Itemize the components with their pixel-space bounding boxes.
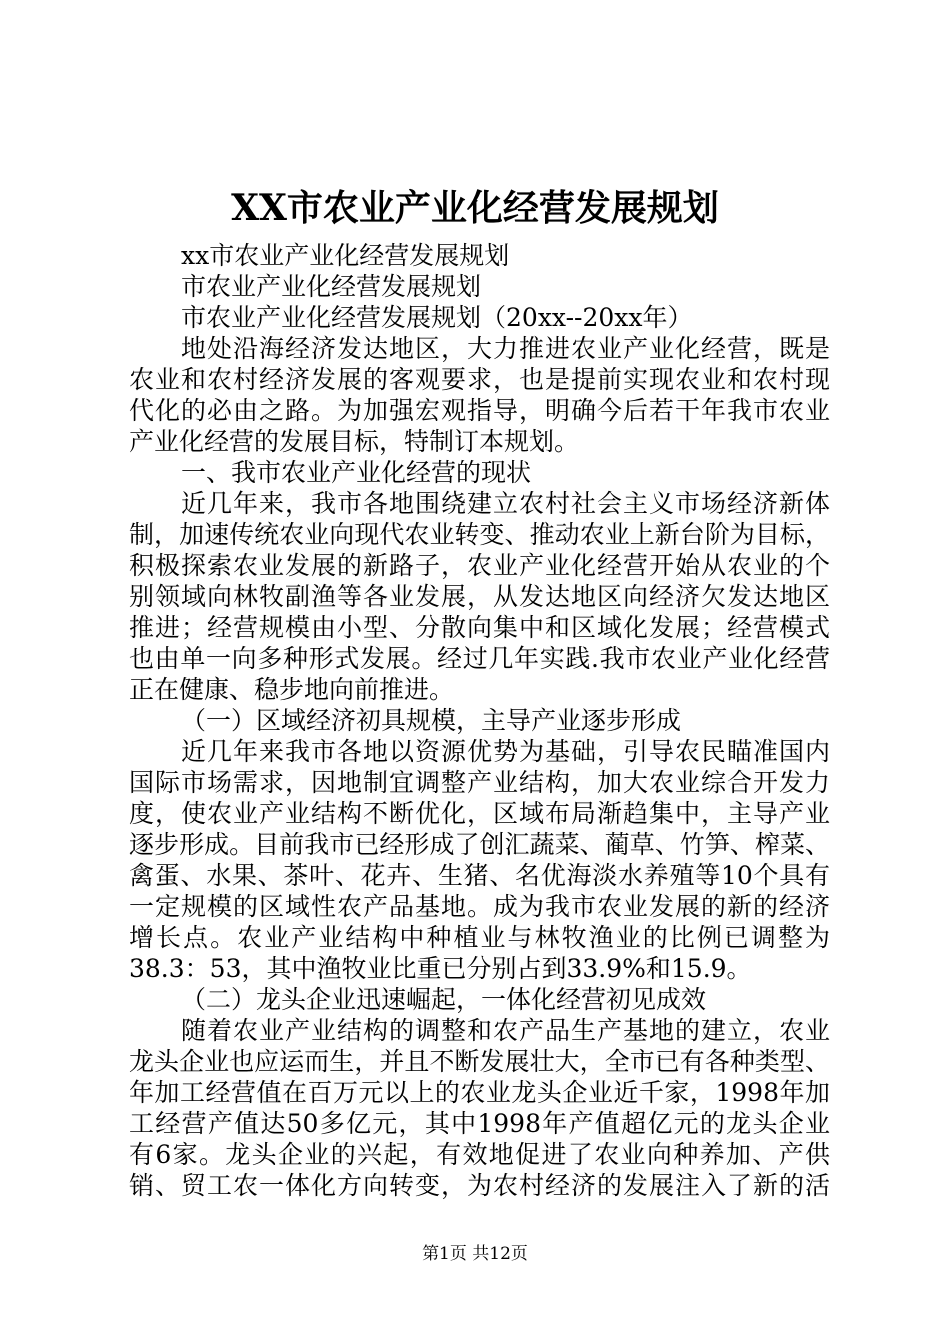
paragraph-line: 随着农业产业结构的调整和农产品生产基地的建立，农业 <box>181 1016 830 1045</box>
paragraph-line: 工经营产值达50多亿元，其中1998年产值超亿元的龙头企业 <box>129 1109 830 1138</box>
paragraph-line: 度，使农业产业结构不断优化，区域布局渐趋集中，主导产业 <box>129 799 830 828</box>
paragraph-line: 一定规模的区域性农产品基地。成为我市农业发展的新的经济 <box>129 892 830 921</box>
paragraph-line: 正在健康、稳步地向前推进。 <box>129 675 455 704</box>
paragraph-line: 龙头企业也应运而生，并且不断发展壮大，全市已有各种类型、 <box>129 1047 830 1076</box>
paragraph-line: 国际市场需求，因地制宜调整产业结构，加大农业综合开发力 <box>129 768 830 797</box>
document-body <box>129 240 830 1201</box>
paragraph-line: 近几年来，我市各地围绕建立农村社会主义市场经济新体 <box>181 489 830 518</box>
subtitle-line: 市农业产业化经营发展规划 <box>181 272 482 301</box>
paragraph-line: 销、贸工农一体化方向转变，为农村经济的发展注入了新的活 <box>129 1171 830 1200</box>
subtitle-line: xx市农业产业化经营发展规划 <box>181 241 510 270</box>
page-footer: 第1页 共12页 <box>422 1244 528 1264</box>
section-heading: 一、我市农业产业化经营的现状 <box>181 458 532 487</box>
paragraph-line: 代化的必由之路。为加强宏观指导，明确今后若干年我市农业 <box>129 396 830 425</box>
subtitle-line: 市农业产业化经营发展规划（20xx--20xx年） <box>181 303 693 332</box>
paragraph-line: 产业化经营的发展目标，特制订本规划。 <box>129 427 580 456</box>
paragraph-line: 38.3：53，其中渔牧业比重已分别占到33.9%和15.9。 <box>129 954 752 983</box>
paragraph-line: 禽蛋、水果、茶叶、花卉、生猪、名优海淡水养殖等10个具有 <box>129 861 830 890</box>
paragraph-line: 农业和农村经济发展的客观要求，也是提前实现农业和农村现 <box>129 365 830 394</box>
document-title: XX市农业产业化经营发展规划 <box>231 187 719 229</box>
paragraph-line: 推进；经营规模由小型、分散向集中和区域化发展；经营模式 <box>129 613 830 642</box>
paragraph-line: 近几年来我市各地以资源优势为基础，引导农民瞄准国内 <box>181 737 830 766</box>
paragraph-line: 地处沿海经济发达地区，大力推进农业产业化经营，既是 <box>181 334 830 363</box>
subsection-heading: （一）区域经济初具规模，主导产业逐步形成 <box>181 706 682 735</box>
subsection-heading: （二）龙头企业迅速崛起，一体化经营初见成效 <box>181 985 707 1014</box>
paragraph-line: 也由单一向多种形式发展。经过几年实践.我市农业产业化经营 <box>129 644 830 673</box>
paragraph-line: 年加工经营值在百万元以上的农业龙头企业近千家，1998年加 <box>129 1078 830 1107</box>
paragraph-line: 积极探索农业发展的新路子，农业产业化经营开始从农业的个 <box>129 551 830 580</box>
paragraph-line: 制，加速传统农业向现代农业转变、推动农业上新台阶为目标， <box>129 520 830 549</box>
paragraph-line: 逐步形成。目前我市已经形成了创汇蔬菜、蔺草、竹笋、榨菜、 <box>129 830 830 859</box>
paragraph-line: 增长点。农业产业结构中种植业与林牧渔业的比例已调整为 <box>129 923 830 952</box>
paragraph-line: 有6家。龙头企业的兴起，有效地促进了农业向种养加、产供 <box>129 1140 830 1169</box>
paragraph-line: 别领域向林牧副渔等各业发展，从发达地区向经济欠发达地区 <box>129 582 830 611</box>
